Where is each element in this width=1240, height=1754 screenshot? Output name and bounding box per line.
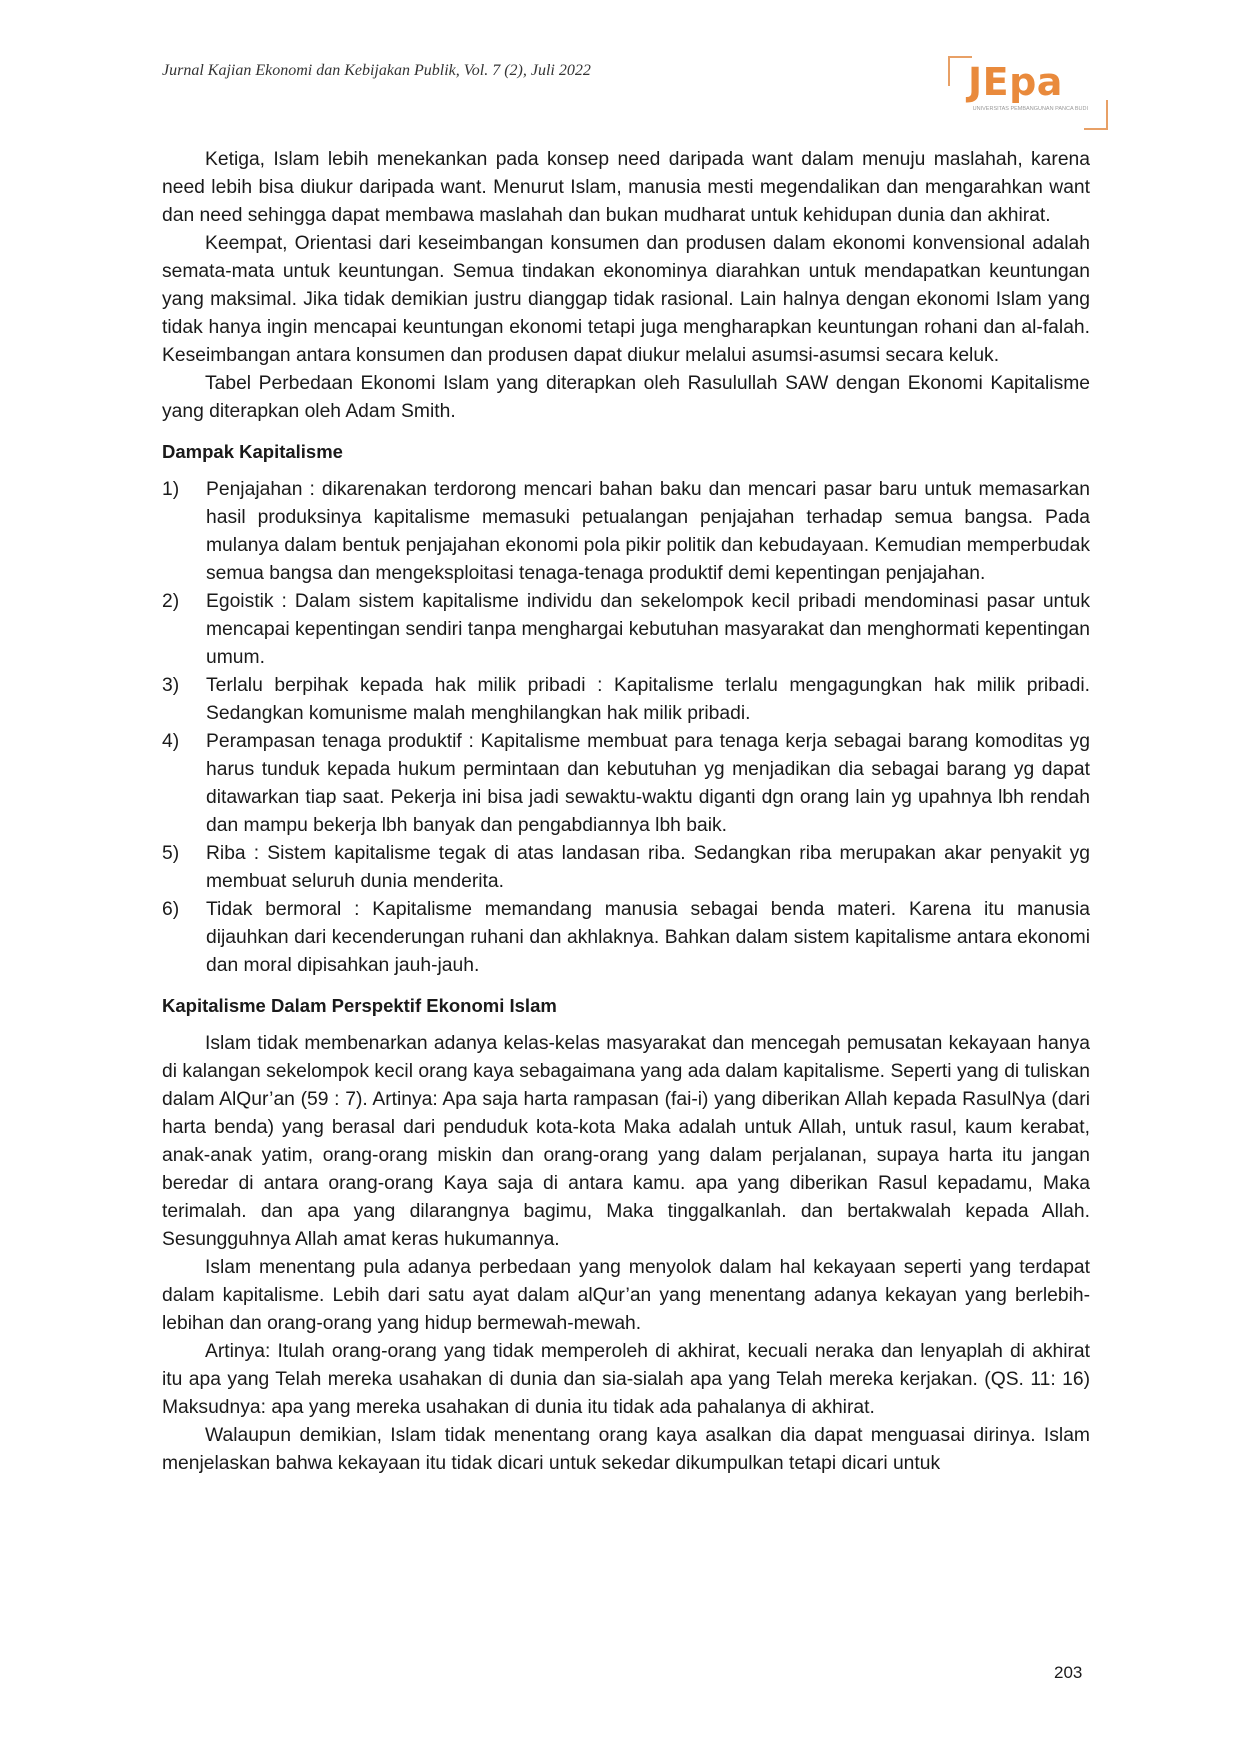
- section-heading-kapitalisme-perspektif-islam: Kapitalisme Dalam Perspektif Ekonomi Islam: [162, 995, 557, 1016]
- paragraph-keempat: Keempat, Orientasi dari keseimbangan konsumen dan produsen dalam ekonomi konvensional adalah semata-mata untuk keuntungan. Semua tindakan ekonominya diarahkan untuk mendapatkan keuntungan yang maksimal. Jika tidak demikian justru dianggap tidak rasional. Lain halnya dengan ekonomi Islam yang tidak hanya ingin mencapai keuntungan ekonomi tetapi juga mengharapkan keuntungan rohani dan al-falah. Keseimbangan antara konsumen dan produsen dapat diukur melalui asumsi-asumsi secara keluk.: [162, 233, 1090, 366]
- list-item: [162, 476, 1090, 588]
- list-item-text: Riba : Sistem kapitalisme tegak di atas landasan riba. Sedangkan riba merupakan akar penyakit yg membuat seluruh dunia menderita.: [206, 843, 1090, 892]
- list-item-text: Tidak bermoral : Kapitalisme memandang manusia sebagai benda materi. Karena itu manusia dijauhkan dari kecenderungan ruhani dan akhlaknya. Bahkan dalam sistem kapitalisme antara ekonomi dan moral dipisahkan jauh-jauh.: [206, 899, 1090, 976]
- journal-header: Jurnal Kajian Ekonomi dan Kebijakan Publik, Vol. 7 (2), Juli 2022: [162, 62, 591, 79]
- list-item-number: 6): [162, 899, 180, 920]
- list-item-number: 4): [162, 731, 180, 752]
- list-item-number: 5): [162, 843, 180, 864]
- list-item-text: Egoistik : Dalam sistem kapitalisme individu dan sekelompok kecil pribadi mendominasi pasar untuk mencapai kepentingan sendiri tanpa menghargai kebutuhan masyarakat dan menghormati kepentingan umum.: [206, 591, 1090, 668]
- list-item: [162, 728, 1090, 840]
- paragraph-kelas-masyarakat: Islam tidak membenarkan adanya kelas-kelas masyarakat dan mencegah pemusatan kekayaan hanya di kalangan sekelompok kecil orang kaya sebagaimana yang ada dalam kapitalisme. Seperti yang di tuliskan dalam AlQur’an (59 : 7). Artinya: Apa saja harta rampasan (fai-i) yang diberikan Allah kepada RasulNya (dari harta benda) yang berasal dari penduduk kota-kota Maka adalah untuk Allah, untuk rasul, kaum kerabat, anak-anak yatim, orang-orang miskin dan orang-orang yang dalam perjalanan, supaya harta itu jangan beredar di antara orang-orang Kaya saja di antara kamu. apa yang diberikan Rasul kepadamu, Maka terimalah. dan apa yang dilarangnya bagimu, Maka tinggalkanlah. dan bertakwalah kepada Allah. Sesungguhnya Allah amat keras hukumannya.: [162, 1033, 1090, 1250]
- section-heading-dampak-kapitalisme: Dampak Kapitalisme: [162, 441, 343, 462]
- list-item-number: 3): [162, 675, 180, 696]
- list-item: [162, 896, 1090, 980]
- logo-bracket-bottom-right: [1084, 100, 1108, 130]
- dampak-list: [162, 476, 1090, 980]
- journal-logo: [948, 56, 1108, 130]
- page-number: 203: [1054, 1663, 1083, 1682]
- list-item-text: Perampasan tenaga produktif : Kapitalisme membuat para tenaga kerja sebagai barang komoditas yg harus tunduk kepada hukum permintaan dan kebutuhan yg menjadikan dia sebagai barang yg dapat ditawarkan tiap saat. Pekerja ini bisa jadi sewaktu-waktu diganti dgn orang lain yg upahnya lbh rendah dan mampu bekerja lbh banyak dan pengabdiannya lbh baik.: [206, 731, 1090, 836]
- logo-wordmark: JEpa: [968, 60, 1063, 104]
- paragraph-walaupun-demikian: Walaupun demikian, Islam tidak menentang orang kaya asalkan dia dapat menguasai dirinya. Islam menjelaskan bahwa kekayaan itu tidak dicari untuk sekedar dikumpulkan tetapi dicari untuk: [162, 1425, 1090, 1474]
- list-item: [162, 588, 1090, 672]
- list-item-number: 1): [162, 479, 180, 500]
- paragraph-perbedaan-kekayaan: Islam menentang pula adanya perbedaan yang menyolok dalam hal kekayaan seperti yang terdapat dalam kapitalisme. Lebih dari satu ayat dalam alQur’an yang menentang adanya kekayan yang berlebih-lebihan dan orang-orang yang hidup bermewah-mewah.: [162, 1257, 1090, 1334]
- paragraph-artinya-qs-11-16: Artinya: Itulah orang-orang yang tidak memperoleh di akhirat, kecuali neraka dan lenyaplah di akhirat itu apa yang Telah mereka usahakan di dunia dan sia-sialah apa yang Telah mereka kerjakan. (QS. 11: 16) Maksudnya: apa yang mereka usahakan di dunia itu tidak ada pahalanya di akhirat.: [162, 1341, 1090, 1418]
- paragraph-ketiga: Ketiga, Islam lebih menekankan pada konsep need daripada want dalam menuju maslahah, karena need lebih bisa diukur daripada want. Menurut Islam, manusia mesti megendalikan dan mengarahkan want dan need sehingga dapat membawa maslahah dan bukan mudharat untuk kehidupan dunia dan akhirat.: [162, 149, 1090, 226]
- list-item-text: Terlalu berpihak kepada hak milik pribadi : Kapitalisme terlalu mengagungkan hak milik pribadi. Sedangkan komunisme malah menghilangkan hak milik pribadi.: [206, 675, 1090, 724]
- paragraph-tabel-perbedaan: Tabel Perbedaan Ekonomi Islam yang diterapkan oleh Rasulullah SAW dengan Ekonomi Kapitalisme yang diterapkan oleh Adam Smith.: [162, 373, 1090, 422]
- list-item-number: 2): [162, 591, 180, 612]
- list-item-text: Penjajahan : dikarenakan terdorong mencari bahan baku dan mencari pasar baru untuk memasarkan hasil produksinya kapitalisme memasuki petualangan penjajahan terhadap semua bangsa. Pada mulanya dalam bentuk penjajahan ekonomi pola pikir politik dan kebudayaan. Kemudian memperbudak semua bangsa dan mengeksploitasi tenaga-tenaga produktif demi kepentingan penjajahan.: [206, 479, 1090, 584]
- list-item: [162, 840, 1090, 896]
- logo-subtext: UNIVERSITAS PEMBANGUNAN PANCA BUDI: [972, 106, 1088, 112]
- list-item: [162, 672, 1090, 728]
- article-body: [162, 146, 1090, 1478]
